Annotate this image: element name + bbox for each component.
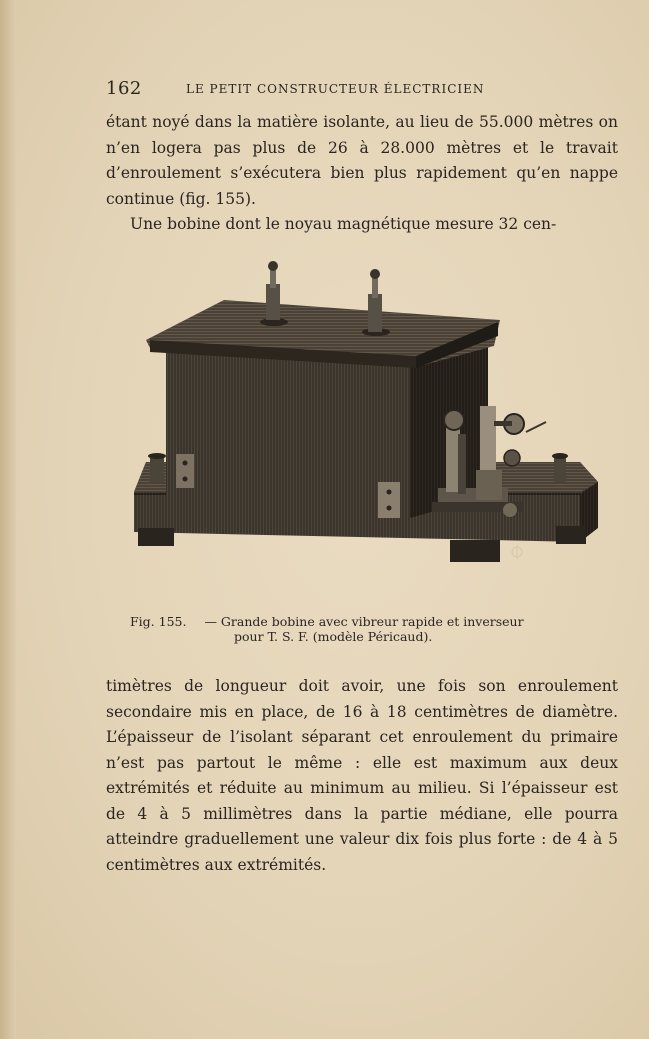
caption-text-line2: pour T. S. F. (modèle Péricaud). [234,629,433,644]
page-number: 162 [106,78,142,99]
induction-coil-illustration [128,256,606,608]
running-title: LE PETIT CONSTRUCTEUR ÉLECTRICIEN [186,82,485,96]
text-block-bottom [106,674,618,878]
caption-text-line1: — Grande bobine avec vibreur rapide et inverseur [204,614,524,629]
paragraph-continuation: timètres de longueur doit avoir, une fois son enroulement secondaire mis en place, de 16 à 18 centimètres de diamètre. L’épaisseur de l’isolant séparant cet enroulement du primaire n’est pas partout le même : elle est maximum aux deux extrémités et réduite au minimum au milieu. Si l’épaisseur est de 4 à 5 millimètres dans la partie médiane, elle pourra atteindre graduellement une valeur dix fois plus forte : de 4 à 5 centimètres aux extrémités. [106,677,618,874]
text-block-top [106,110,618,238]
figure-label: Fig. 155. [130,614,187,629]
maker-monogram [512,545,522,559]
base-terminal-right [552,453,568,482]
paragraph-continued: étant noyé dans la matière isolante, au lieu de 55.000 mètres on n’en logera pas plus de 26 à 28.000 mètres et le travait d’enroulement s’exécutera bien plus rapidement qu’en nappe continue (fig. 155). [106,113,618,208]
running-head [106,78,546,102]
figure-caption [130,614,610,644]
paragraph-new: Une bobine dont le noyau magnétique mesure 32 cen- [130,215,557,233]
page-binding-edge [0,0,16,1039]
caption-first-line [130,614,610,629]
front-bracket [378,482,400,518]
